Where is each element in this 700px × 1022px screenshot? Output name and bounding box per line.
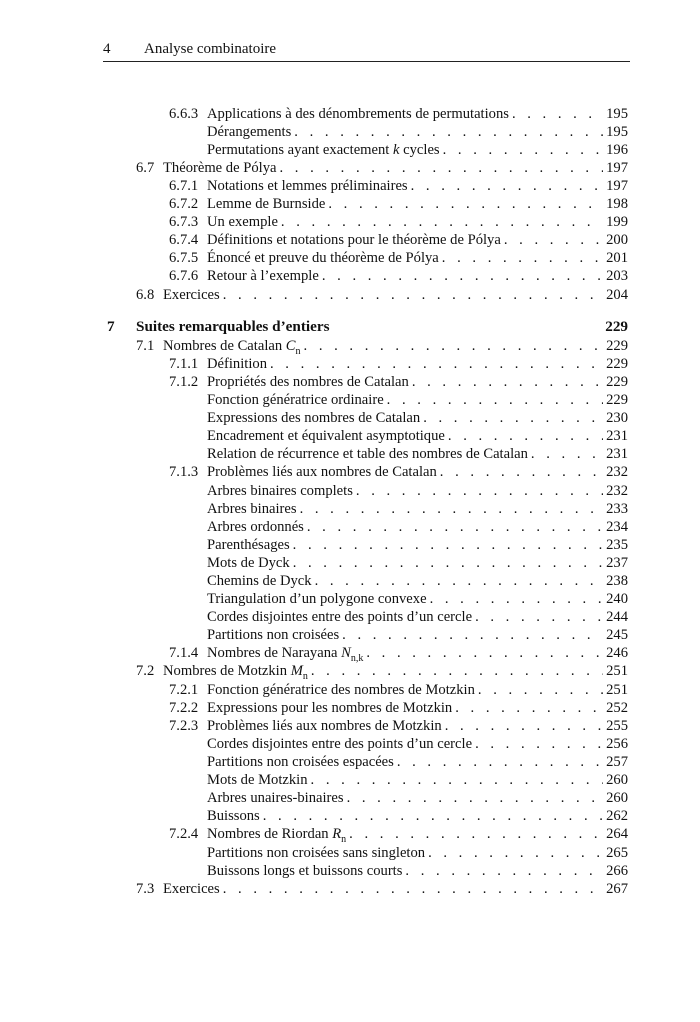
running-title: Analyse combinatoire <box>144 41 277 57</box>
toc-entry[interactable] <box>207 626 628 644</box>
entry-title: Énoncé et preuve du théorème de Pólya <box>207 250 439 266</box>
entry-title: Un exemple <box>207 214 278 230</box>
toc-entry[interactable] <box>169 644 628 662</box>
leader-dots <box>328 195 603 213</box>
leader-dots <box>405 862 603 880</box>
leader-dots <box>263 807 603 825</box>
entry-page: 230 <box>606 410 628 426</box>
toc-entry[interactable] <box>169 249 628 267</box>
toc-entry[interactable] <box>207 536 628 554</box>
leader-dots <box>512 105 603 123</box>
leader-dots <box>428 844 603 862</box>
math-variable: R <box>332 826 342 842</box>
math-variable: M <box>290 663 303 679</box>
entry-page: 267 <box>606 881 628 897</box>
leader-dots <box>315 572 603 590</box>
leader-dots <box>475 735 603 753</box>
leader-dots <box>440 463 603 481</box>
leader-dots <box>445 717 603 735</box>
toc-entry[interactable] <box>207 482 628 500</box>
entry-page: 229 <box>606 338 628 354</box>
leader-dots <box>304 337 603 355</box>
entry-number: 6.7.2 <box>169 196 199 212</box>
entry-page: 232 <box>606 483 628 499</box>
entry-page: 264 <box>606 826 628 842</box>
toc-entry[interactable] <box>169 105 628 123</box>
entry-page: 200 <box>606 232 628 248</box>
entry-title: Nombres de Narayana $N_{n,k}$ <box>207 645 364 664</box>
leader-dots <box>455 699 603 717</box>
entry-number: 6.7.6 <box>169 268 199 284</box>
entry-title: Notations et lemmes préliminaires <box>207 178 408 194</box>
entry-title: Problèmes liés aux nombres de Catalan <box>207 464 437 480</box>
entry-number: 6.7.3 <box>169 214 199 230</box>
chapter-page: 229 <box>605 318 628 335</box>
entry-page: 229 <box>606 356 628 372</box>
leader-dots <box>223 286 603 304</box>
toc-entry[interactable] <box>207 572 628 590</box>
toc-entry[interactable] <box>169 355 628 373</box>
entry-page: 237 <box>606 555 628 571</box>
entry-page: 195 <box>606 124 628 140</box>
entry-page: 262 <box>606 808 628 824</box>
chapter-title: Suites remarquables d’entiers <box>136 318 330 335</box>
entry-title: Chemins de Dyck <box>207 573 312 589</box>
toc-entry[interactable] <box>207 789 628 807</box>
entry-title: Mots de Motzkin <box>207 772 308 788</box>
entry-page: 246 <box>606 645 628 661</box>
entry-title: Nombres de Riordan $R_n$ <box>207 826 347 845</box>
toc-entry[interactable] <box>207 862 628 880</box>
entry-title: Partitions non croisées espacées <box>207 754 394 770</box>
entry-page: 203 <box>606 268 628 284</box>
running-header <box>103 39 630 62</box>
entry-page: 231 <box>606 428 628 444</box>
entry-title: Exercices <box>163 881 220 897</box>
leader-dots <box>223 880 603 898</box>
toc-entry[interactable] <box>207 735 628 753</box>
leader-dots <box>412 373 603 391</box>
entry-number: 7.2 <box>136 663 155 679</box>
toc-entry[interactable] <box>207 427 628 445</box>
entry-title: Relation de récurrence et table des nombres de Catalan <box>207 446 528 462</box>
toc-entry[interactable] <box>169 231 628 249</box>
entry-page: 260 <box>606 790 628 806</box>
entry-page: 195 <box>606 106 628 122</box>
entry-page: 197 <box>606 160 628 176</box>
entry-title: Buissons longs et buissons courts <box>207 863 403 879</box>
toc-entry[interactable] <box>136 662 628 680</box>
entry-title: Expressions pour les nombres de Motzkin <box>207 700 453 716</box>
chapter-heading[interactable] <box>107 318 628 338</box>
entry-title: Problèmes liés aux nombres de Motzkin <box>207 718 442 734</box>
toc-entry[interactable] <box>207 445 628 463</box>
entry-title: Exercices <box>163 287 220 303</box>
entry-number: 6.7 <box>136 160 155 176</box>
leader-dots <box>300 500 603 518</box>
toc-entry[interactable] <box>169 373 628 391</box>
toc-entry[interactable] <box>207 590 628 608</box>
entry-title: Mots de Dyck <box>207 555 290 571</box>
leader-dots <box>531 445 603 463</box>
leader-dots <box>279 159 603 177</box>
toc-entry[interactable] <box>169 267 628 285</box>
entry-number: 6.7.5 <box>169 250 199 266</box>
entry-number: 7.1.1 <box>169 356 199 372</box>
entry-page: 265 <box>606 845 628 861</box>
entry-title: Cordes disjointes entre des points d’un cercle <box>207 736 473 752</box>
entry-title: Permutations ayant exactement k cycles <box>207 142 440 158</box>
toc-entry[interactable] <box>169 681 628 699</box>
leader-dots <box>342 626 603 644</box>
entry-title: Triangulation d’un polygone convexe <box>207 591 427 607</box>
leader-dots <box>387 391 603 409</box>
entry-title: Lemme de Burnside <box>207 196 326 212</box>
leader-dots <box>311 662 603 680</box>
entry-number: 7.1.4 <box>169 645 199 661</box>
leader-dots <box>442 249 603 267</box>
leader-dots <box>478 681 603 699</box>
toc-entry[interactable] <box>207 554 628 572</box>
entry-title: Propriétés des nombres de Catalan <box>207 374 409 390</box>
entry-number: 7.3 <box>136 881 155 897</box>
entry-page: 245 <box>606 627 628 643</box>
leader-dots <box>504 231 603 249</box>
entry-title: Nombres de Motzkin $M_n$ <box>163 663 308 682</box>
entry-number: 6.6.3 <box>169 106 199 122</box>
toc-entry[interactable] <box>207 844 628 862</box>
entry-page: 255 <box>606 718 628 734</box>
entry-page: 251 <box>606 663 628 679</box>
toc-entry[interactable] <box>207 807 628 825</box>
entry-page: 251 <box>606 682 628 698</box>
entry-page: 229 <box>606 392 628 408</box>
leader-dots <box>443 141 603 159</box>
entry-title: Buissons <box>207 808 260 824</box>
leader-dots <box>347 789 603 807</box>
toc-entry[interactable] <box>136 286 628 304</box>
toc-entry[interactable] <box>207 771 628 789</box>
math-variable: N <box>341 645 351 661</box>
leader-dots <box>366 644 603 662</box>
toc-entry[interactable] <box>169 177 628 195</box>
entry-page: 199 <box>606 214 628 230</box>
leader-dots <box>397 753 603 771</box>
entry-title: Arbres unaires-binaires <box>207 790 344 806</box>
entry-title: Partitions non croisées <box>207 627 340 643</box>
entry-title: Arbres ordonnés <box>207 519 304 535</box>
entry-title: Arbres binaires <box>207 501 297 517</box>
leader-dots <box>411 177 603 195</box>
toc-entry[interactable] <box>207 608 628 626</box>
leader-dots <box>349 825 603 843</box>
entry-title: Arbres binaires complets <box>207 483 353 499</box>
entry-page: 235 <box>606 537 628 553</box>
entry-title: Définition <box>207 356 267 372</box>
leader-dots <box>423 409 603 427</box>
entry-title: Applications à des dénombrements de permutations <box>207 106 509 122</box>
entry-page: 240 <box>606 591 628 607</box>
chapter-number: 7 <box>107 318 115 335</box>
leader-dots <box>293 536 603 554</box>
toc-entry[interactable] <box>136 337 628 355</box>
toc-entry[interactable] <box>169 195 628 213</box>
entry-number: 7.1.3 <box>169 464 199 480</box>
leader-dots <box>475 608 603 626</box>
entry-page: 198 <box>606 196 628 212</box>
toc-entry[interactable] <box>207 409 628 427</box>
entry-title: Parenthésages <box>207 537 290 553</box>
entry-page: 201 <box>606 250 628 266</box>
leader-dots <box>430 590 603 608</box>
toc-entry[interactable] <box>169 825 628 843</box>
entry-page: 231 <box>606 446 628 462</box>
entry-number: 7.1.2 <box>169 374 199 390</box>
entry-page: 197 <box>606 178 628 194</box>
entry-page: 238 <box>606 573 628 589</box>
entry-title: Fonction génératrice des nombres de Motzkin <box>207 682 475 698</box>
entry-page: 196 <box>606 142 628 158</box>
toc-entry[interactable] <box>207 518 628 536</box>
toc-entry[interactable] <box>136 880 628 898</box>
toc-entry[interactable] <box>207 391 628 409</box>
entry-title: Théorème de Pólya <box>163 160 277 176</box>
toc-entry[interactable] <box>169 699 628 717</box>
entry-page: 232 <box>606 464 628 480</box>
page-number: 4 <box>103 41 111 57</box>
toc-entry[interactable] <box>207 141 628 159</box>
entry-number: 7.2.3 <box>169 718 199 734</box>
entry-number: 7.2.4 <box>169 826 199 842</box>
leader-dots <box>448 427 603 445</box>
entry-number: 7.2.1 <box>169 682 199 698</box>
entry-title: Partitions non croisées sans singleton <box>207 845 426 861</box>
entry-title: Retour à l’exemple <box>207 268 319 284</box>
leader-dots <box>281 213 603 231</box>
entry-title: Encadrement et équivalent asymptotique <box>207 428 445 444</box>
entry-page: 257 <box>606 754 628 770</box>
entry-number: 6.8 <box>136 287 155 303</box>
leader-dots <box>311 771 603 789</box>
entry-page: 244 <box>606 609 628 625</box>
toc-entry[interactable] <box>136 159 628 177</box>
entry-number: 6.7.4 <box>169 232 199 248</box>
toc-entry[interactable] <box>207 500 628 518</box>
entry-page: 204 <box>606 287 628 303</box>
entry-title: Dérangements <box>207 124 292 140</box>
entry-number: 6.7.1 <box>169 178 199 194</box>
entry-page: 229 <box>606 374 628 390</box>
toc-entry[interactable] <box>169 463 628 481</box>
leader-dots <box>322 267 603 285</box>
entry-number: 7.2.2 <box>169 700 199 716</box>
leader-dots <box>356 482 603 500</box>
entry-title: Cordes disjointes entre des points d’un cercle <box>207 609 473 625</box>
toc-entry[interactable] <box>169 213 628 231</box>
math-variable: C <box>285 338 296 354</box>
entry-title: Fonction génératrice ordinaire <box>207 392 384 408</box>
entry-number: 7.1 <box>136 338 155 354</box>
leader-dots <box>270 355 603 373</box>
leader-dots <box>307 518 603 536</box>
leader-dots <box>293 554 603 572</box>
entry-page: 256 <box>606 736 628 752</box>
leader-dots <box>294 123 603 141</box>
entry-title: Définitions et notations pour le théorème de Pólya <box>207 232 501 248</box>
entry-page: 233 <box>606 501 628 517</box>
entry-page: 234 <box>606 519 628 535</box>
math-variable: k <box>393 142 400 158</box>
toc-entry[interactable] <box>207 123 628 141</box>
toc-entry[interactable] <box>169 717 628 735</box>
entry-page: 260 <box>606 772 628 788</box>
entry-title: Nombres de Catalan $C_n$ <box>163 338 301 357</box>
toc-entry[interactable] <box>207 753 628 771</box>
entry-title: Expressions des nombres de Catalan <box>207 410 421 426</box>
entry-page: 266 <box>606 863 628 879</box>
entry-page: 252 <box>606 700 628 716</box>
